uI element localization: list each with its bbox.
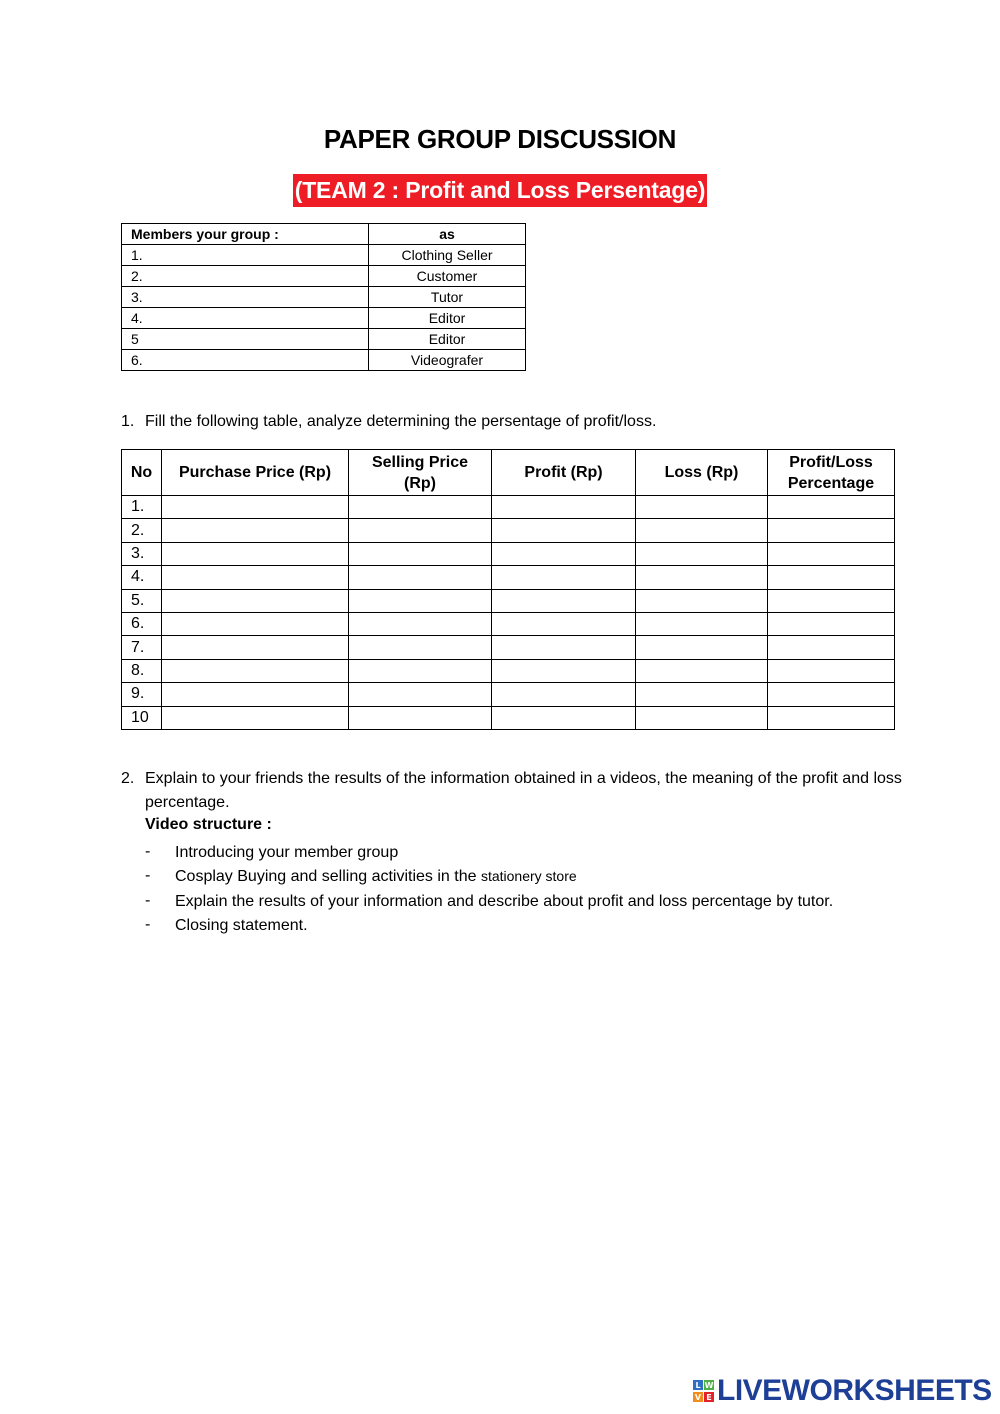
selling-price-cell[interactable] <box>349 706 492 729</box>
percentage-cell[interactable] <box>768 683 895 706</box>
question-1-number: 1. <box>121 413 135 430</box>
selling-price-cell[interactable] <box>349 589 492 612</box>
table-row <box>122 659 895 682</box>
percentage-cell[interactable] <box>768 542 895 565</box>
profit-cell[interactable] <box>492 612 636 635</box>
header-selling-price: Selling Price (Rp) <box>349 450 492 496</box>
members-row <box>122 308 526 329</box>
loss-cell[interactable] <box>636 706 768 729</box>
percentage-cell[interactable] <box>768 612 895 635</box>
question-1-text: Fill the following table, analyze determining the persentage of profit/loss. <box>145 413 657 430</box>
table-row <box>122 612 895 635</box>
loss-cell[interactable] <box>636 566 768 589</box>
svg-text:V: V <box>694 1393 702 1402</box>
member-role: Tutor <box>369 287 526 308</box>
table-row <box>122 566 895 589</box>
row-number: 8. <box>122 659 162 682</box>
purchase-price-cell[interactable] <box>162 496 349 519</box>
percentage-cell[interactable] <box>768 636 895 659</box>
profit-loss-table <box>121 449 895 730</box>
selling-price-cell[interactable] <box>349 612 492 635</box>
liveworksheets-logo-icon <box>693 1378 715 1404</box>
member-number[interactable]: 6. <box>122 350 369 371</box>
purchase-price-cell[interactable] <box>162 542 349 565</box>
row-number: 1. <box>122 496 162 519</box>
row-number: 4. <box>122 566 162 589</box>
bullet-dash: - <box>145 915 151 933</box>
member-number[interactable]: 2. <box>122 266 369 287</box>
profit-cell[interactable] <box>492 706 636 729</box>
purchase-price-cell[interactable] <box>162 659 349 682</box>
header-loss: Loss (Rp) <box>636 450 768 496</box>
selling-price-cell[interactable] <box>349 542 492 565</box>
loss-cell[interactable] <box>636 519 768 542</box>
header-purchase-price: Purchase Price (Rp) <box>162 450 349 496</box>
question-2-number: 2. <box>121 770 135 787</box>
profit-cell[interactable] <box>492 659 636 682</box>
bullet-text: Cosplay Buying and selling activities in the stationery store <box>175 868 577 886</box>
table-row <box>122 519 895 542</box>
subtitle-container <box>0 174 1000 207</box>
bullet-text: Closing statement. <box>175 916 308 934</box>
purchase-price-cell[interactable] <box>162 612 349 635</box>
loss-cell[interactable] <box>636 683 768 706</box>
purchase-price-cell[interactable] <box>162 683 349 706</box>
profit-cell[interactable] <box>492 519 636 542</box>
bullet-dash: - <box>145 843 151 860</box>
member-number[interactable]: 5 <box>122 329 369 350</box>
members-row <box>122 245 526 266</box>
purchase-price-cell[interactable] <box>162 519 349 542</box>
bullet-text: Explain the results of your information and describe about profit and loss percentage by tutor. <box>175 892 834 910</box>
members-row <box>122 329 526 350</box>
loss-cell[interactable] <box>636 496 768 519</box>
liveworksheets-logo <box>693 1374 992 1408</box>
row-number: 10 <box>122 706 162 729</box>
members-row <box>122 350 526 371</box>
question-2-text: Explain to your friends the results of the information obtained in a videos, the meaning of the profit and loss percentage. <box>145 770 902 811</box>
percentage-cell[interactable] <box>768 659 895 682</box>
loss-cell[interactable] <box>636 612 768 635</box>
members-header-name: Members your group : <box>122 224 369 245</box>
member-number[interactable]: 1. <box>122 245 369 266</box>
row-number: 2. <box>122 519 162 542</box>
svg-text:L: L <box>695 1381 701 1390</box>
bullet-text: Introducing your member group <box>175 844 399 861</box>
members-row <box>122 287 526 308</box>
svg-text:W: W <box>704 1381 714 1390</box>
loss-cell[interactable] <box>636 542 768 565</box>
members-table <box>121 223 526 371</box>
member-number[interactable]: 4. <box>122 308 369 329</box>
member-role: Editor <box>369 329 526 350</box>
member-role: Customer <box>369 266 526 287</box>
table-row <box>122 706 895 729</box>
member-number[interactable]: 3. <box>122 287 369 308</box>
percentage-cell[interactable] <box>768 589 895 612</box>
members-header-role: as <box>369 224 526 245</box>
percentage-cell[interactable] <box>768 496 895 519</box>
purchase-price-cell[interactable] <box>162 706 349 729</box>
bullet-dash: - <box>145 891 151 909</box>
profit-cell[interactable] <box>492 683 636 706</box>
page-title: PAPER GROUP DISCUSSION <box>323 124 677 154</box>
percentage-cell[interactable] <box>768 519 895 542</box>
selling-price-cell[interactable] <box>349 683 492 706</box>
logo-text: LIVEWORKSHEETS <box>717 1374 992 1407</box>
members-header-row <box>122 224 526 245</box>
selling-price-cell[interactable] <box>349 659 492 682</box>
video-structure-label: Video structure : <box>145 816 272 833</box>
table-row <box>122 589 895 612</box>
selling-price-cell[interactable] <box>349 496 492 519</box>
profit-header-row <box>122 450 895 496</box>
table-row <box>122 542 895 565</box>
selling-price-cell[interactable] <box>349 636 492 659</box>
selling-price-cell[interactable] <box>349 519 492 542</box>
bullet-dash: - <box>145 867 151 885</box>
member-role: Clothing Seller <box>369 245 526 266</box>
table-row <box>122 496 895 519</box>
loss-cell[interactable] <box>636 659 768 682</box>
row-number: 7. <box>122 636 162 659</box>
selling-price-cell[interactable] <box>349 566 492 589</box>
profit-cell[interactable] <box>492 496 636 519</box>
table-row <box>122 636 895 659</box>
profit-cell[interactable] <box>492 542 636 565</box>
member-role: Editor <box>369 308 526 329</box>
profit-cell[interactable] <box>492 589 636 612</box>
row-number: 6. <box>122 612 162 635</box>
profit-cell[interactable] <box>492 636 636 659</box>
member-role: Videografer <box>369 350 526 371</box>
loss-cell[interactable] <box>636 636 768 659</box>
percentage-cell[interactable] <box>768 566 895 589</box>
loss-cell[interactable] <box>636 589 768 612</box>
svg-text:E: E <box>706 1393 712 1402</box>
row-number: 9. <box>122 683 162 706</box>
profit-table-body <box>122 496 895 730</box>
purchase-price-cell[interactable] <box>162 589 349 612</box>
header-no: No <box>122 450 162 496</box>
table-row <box>122 683 895 706</box>
header-percentage: Profit/Loss Percentage <box>768 450 895 496</box>
members-row <box>122 266 526 287</box>
percentage-cell[interactable] <box>768 706 895 729</box>
team-subtitle: (TEAM 2 : Profit and Loss Persentage) <box>293 174 708 207</box>
profit-cell[interactable] <box>492 566 636 589</box>
purchase-price-cell[interactable] <box>162 636 349 659</box>
header-profit: Profit (Rp) <box>492 450 636 496</box>
purchase-price-cell[interactable] <box>162 566 349 589</box>
row-number: 5. <box>122 589 162 612</box>
row-number: 3. <box>122 542 162 565</box>
